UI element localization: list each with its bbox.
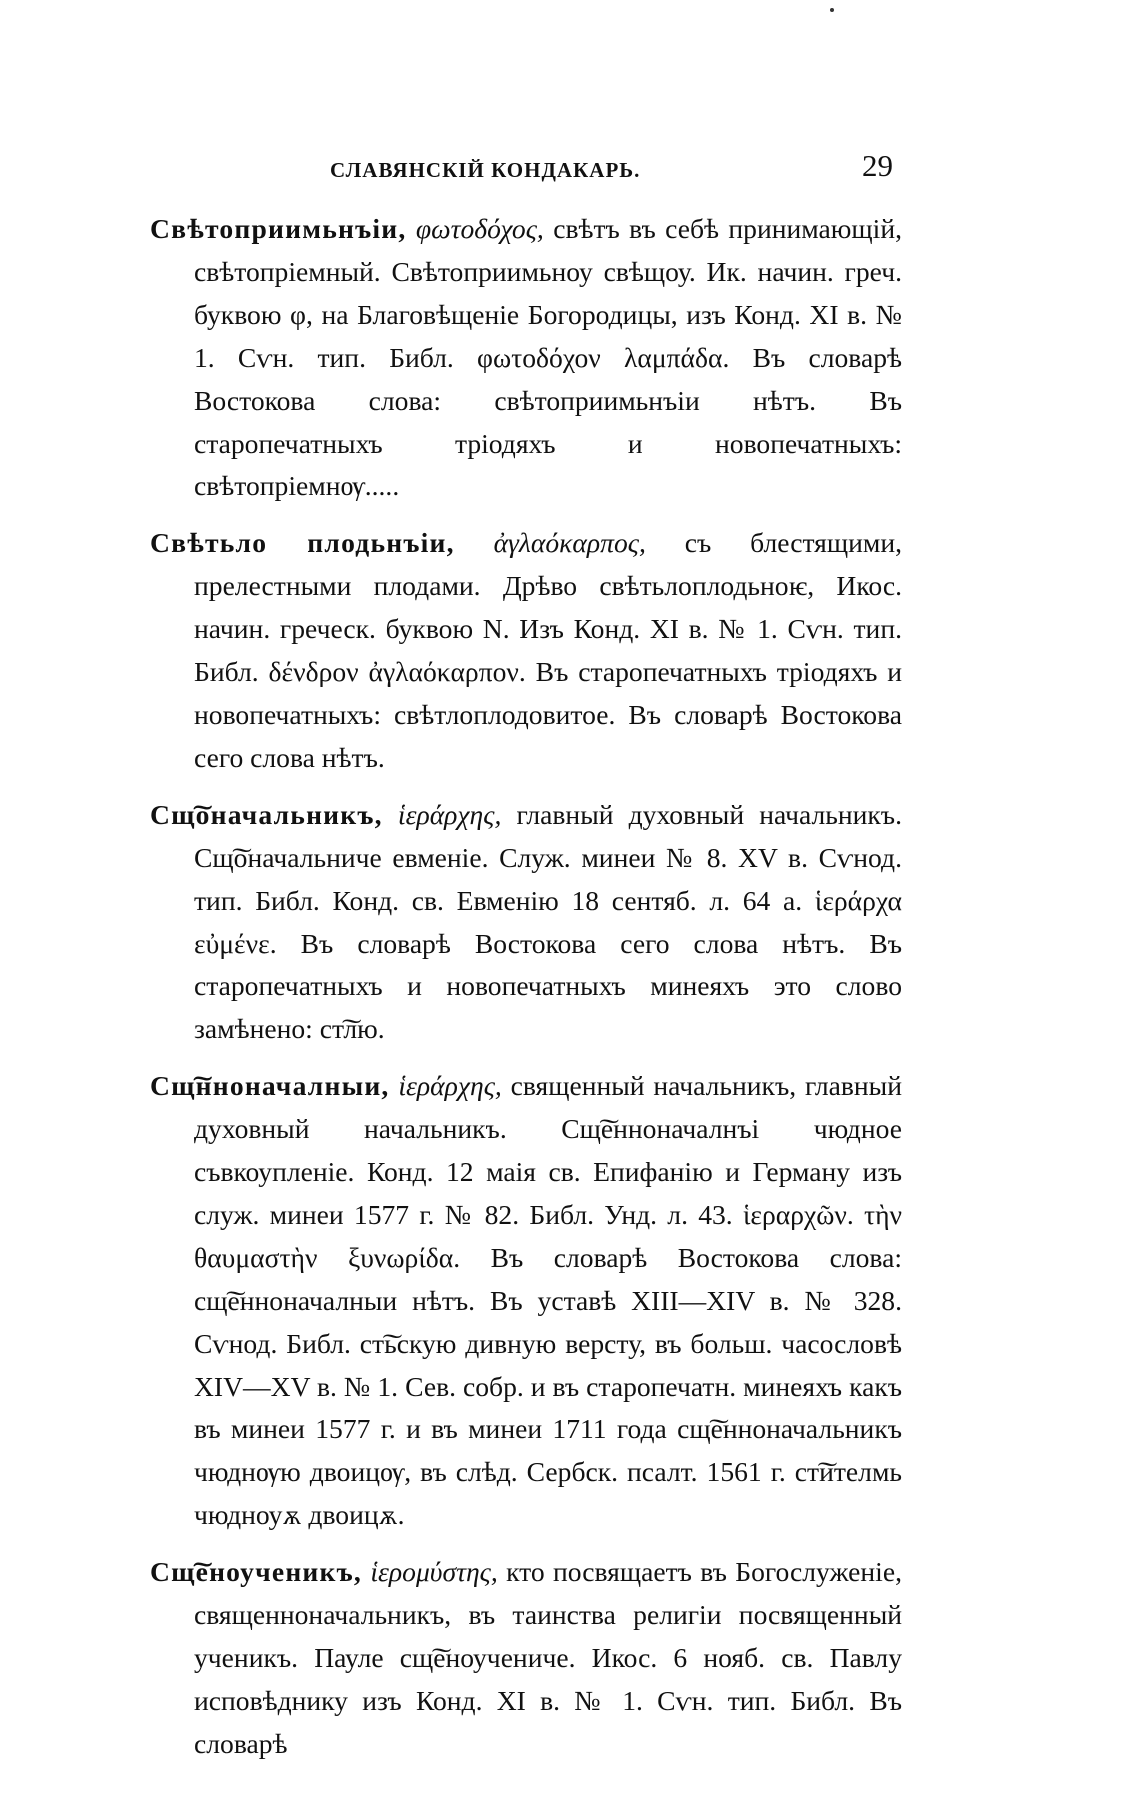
greek-equivalent: ἱεράρχης, — [397, 798, 502, 830]
definition: главный духовный начальникъ. Сщ͠оначальниче евменіе. Служ. минеи № 8. XV в. Сѵнод. тип. Библ. Конд. св. Евменію 18 сентяб. л. 64 а. ἱεράρχα εὐμένε. Въ словарѣ Востокова сего слова нѣтъ. Въ старопечатныхъ и новопечатныхъ минеяхъ это слово замѣнено: ст͠лю. — [194, 798, 902, 1045]
headword: Сщ͠нноначалныи, — [150, 1070, 390, 1102]
greek-equivalent: ἱεράρχης, — [398, 1070, 502, 1102]
entry-svshchenonachalnik — [150, 794, 902, 1051]
greek-equivalent: φωτοδόχος, — [415, 213, 544, 244]
definition: свѣтъ въ себѣ принимающій, свѣтопріемный. Свѣтоприимьноу свѣщоу. Ик. начин. греч. буквою φ, на Благовѣщеніе Богородицы, изъ Конд. XI в. № 1. Сѵн. тип. Библ. φωτοδόχον λαμπάδα. Въ словарѣ Востокова слова: свѣтоприимьнъіи нѣтъ. Въ старопечатныхъ тріодяхъ и новопечатныхъ: свѣтопріемнѹ..... — [194, 213, 902, 502]
definition: кто посвящаетъ въ Богослуженіе, священноначальникъ, въ таинства религіи посвященный ученикъ. Пауле сщ͠еноучениче. Икос. 6 нояб. св. Павлу исповѣднику изъ Конд. XI в. № 1. Сѵн. тип. Библ. Въ словарѣ — [194, 1556, 902, 1759]
headword: Сщ͠оначальникъ, — [150, 798, 383, 830]
ink-speck — [830, 8, 834, 12]
entry-svetlo-plodnyi — [150, 522, 902, 779]
running-head: СЛАВЯНСКІЙ КОНДАКАРЬ. — [330, 158, 641, 182]
entry-svetopriimnyi — [150, 208, 902, 508]
definition: священный начальникъ, главный духовный начальникъ. Сщ͠енноначалнъі чюдное съвкоупленіе. Конд. 12 маія св. Епифанію и Герману изъ служ. минеи 1577 г. № 82. Библ. Унд. л. 43. ἱεραρχῶν. τὴν θαυμαστὴν ξυνωρίδα. Въ словарѣ Востокова слова: сщ͠енноначалныи нѣтъ. Въ уставѣ XIII—XIV в. № 328. Сѵнод. Библ. ст͠ьскую дивную версту, въ больш. часословѣ XIV—XV в. № 1. Сев. собр. и въ старопечатн. минеяхъ какъ въ минеи 1577 г. и въ минеи 1711 года сщ͠енноначальникъ чюднѹю двоицѹ, въ слѣд. Сербск. псалт. 1561 г. ст͠ителмь чюдноуѫ двоицѫ. — [194, 1070, 902, 1531]
dictionary-body — [150, 208, 902, 1766]
greek-equivalent: ἀγλαόκαρπος, — [493, 527, 646, 559]
page-number: 29 — [862, 148, 893, 183]
headword: Свѣтьло плодьнъіи, — [150, 527, 455, 559]
entry-sviashchenouchenik — [150, 1551, 902, 1766]
headword: Сщ͠еноученикъ, — [150, 1556, 363, 1588]
greek-equivalent: ἱερομύστης, — [370, 1556, 498, 1588]
headword: Свѣтоприимьнъіи, — [150, 213, 407, 244]
entry-sviashchennonachalnyi — [150, 1065, 902, 1537]
definition: съ блестящими, прелестными плодами. Дрѣво свѣтьлоплодьноѥ, Икос. начин. греческ. буквою N. Изъ Конд. XI в. № 1. Сѵн. тип. Библ. δένδρον ἀγλαόκαρπον. Въ старопечатныхъ тріодяхъ и новопечатныхъ: свѣтлоплодовитое. Въ словарѣ Востокова сего слова нѣтъ. — [194, 527, 902, 773]
